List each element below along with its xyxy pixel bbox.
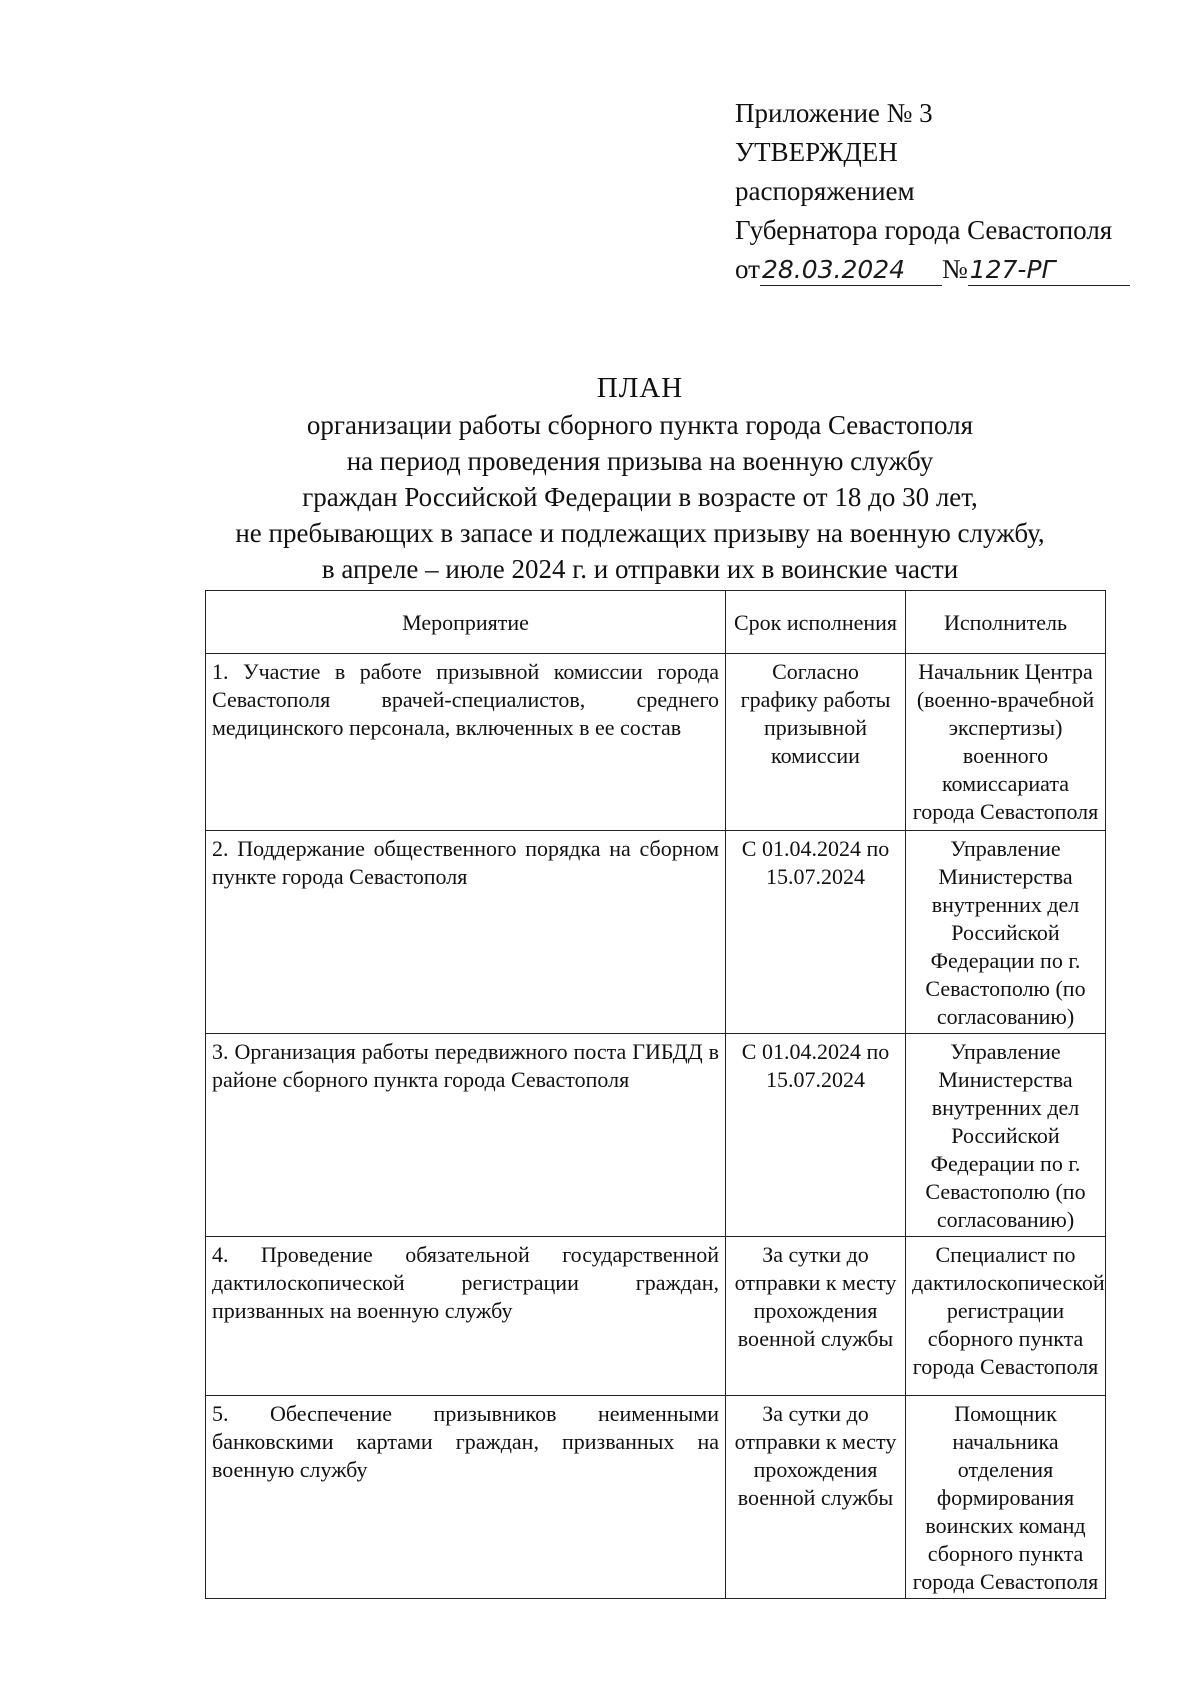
event-cell: 3. Организация работы передвижного поста ГИБДД в районе сборного пункта города Севастополя	[206, 1034, 726, 1237]
term-cell: За сутки до отправки к месту прохождения военной службы	[726, 1396, 906, 1599]
table-header-row	[206, 591, 1106, 654]
plan-table	[205, 590, 1106, 1599]
date-prefix: от	[735, 254, 760, 284]
approved-label: УТВЕРЖДЕН	[735, 137, 898, 167]
date-number-line	[735, 250, 1130, 289]
executor-cell: Специалист по дактилоскопической регистрации сборного пункта города Севастополя	[906, 1237, 1106, 1396]
term-cell: За сутки до отправки к месту прохождения военной службы	[726, 1237, 906, 1396]
table-row	[206, 1396, 1106, 1599]
event-cell: 4. Проведение обязательной государственной дактилоскопической регистрации граждан, призванных на военную службу	[206, 1237, 726, 1396]
event-cell: 1. Участие в работе призывной комиссии города Севастополя врачей-специалистов, среднего медицинского персонала, включенных в ее состав	[206, 654, 726, 831]
plan-subtitle-line: не пребывающих в запасе и подлежащих призыву на военную службу,	[235, 518, 1045, 548]
header-term: Срок исполнения	[726, 591, 906, 654]
table-row	[206, 1237, 1106, 1396]
plan-subtitle-line: граждан Российской Федерации в возрасте от 18 до 30 лет,	[302, 482, 978, 512]
table-row	[206, 1034, 1106, 1237]
plan-subtitle-line: на период проведения призыва на военную службу	[346, 446, 934, 476]
number-prefix: №	[941, 254, 968, 284]
order-label: распоряжением	[735, 176, 915, 206]
header-event: Мероприятие	[206, 591, 726, 654]
event-cell: 2. Поддержание общественного порядка на сборном пункте города Севастополя	[206, 831, 726, 1034]
executor-cell: Управление Министерства внутренних дел Российской Федерации по г. Севастополю (по согласованию)	[906, 831, 1106, 1034]
term-cell: Согласно графику работы призывной комиссии	[726, 654, 906, 831]
table-row	[206, 654, 1106, 831]
plan-title: ПЛАН	[596, 372, 684, 404]
plan-subtitle-line: организации работы сборного пункта города Севастополя	[306, 410, 974, 440]
event-cell: 5. Обеспечение призывников неименными банковскими картами граждан, призванных на военную службу	[206, 1396, 726, 1599]
handwritten-date: 28.03.2024	[760, 255, 942, 286]
plan-subtitle-line: в апреле – июле 2024 г. и отправки их в воинские части	[321, 554, 959, 584]
term-cell: С 01.04.2024 по 15.07.2024	[726, 1034, 906, 1237]
executor-cell: Управление Министерства внутренних дел Российской Федерации по г. Севастополю (по согласованию)	[906, 1034, 1106, 1237]
header-executor: Исполнитель	[906, 591, 1106, 654]
handwritten-number: 127-РГ	[968, 255, 1130, 286]
table-row	[206, 831, 1106, 1034]
governor-label: Губернатора города Севастополя	[735, 215, 1113, 245]
plan-title-block	[190, 370, 1090, 587]
approval-block	[735, 94, 1130, 289]
appendix-label: Приложение № 3	[735, 98, 933, 128]
executor-cell: Начальник Центра (военно-врачебной экспертизы) военного комиссариата города Севастополя	[906, 654, 1106, 831]
term-cell: С 01.04.2024 по 15.07.2024	[726, 831, 906, 1034]
executor-cell: Помощник начальника отделения формирования воинских команд сборного пункта города Севастополя	[906, 1396, 1106, 1599]
